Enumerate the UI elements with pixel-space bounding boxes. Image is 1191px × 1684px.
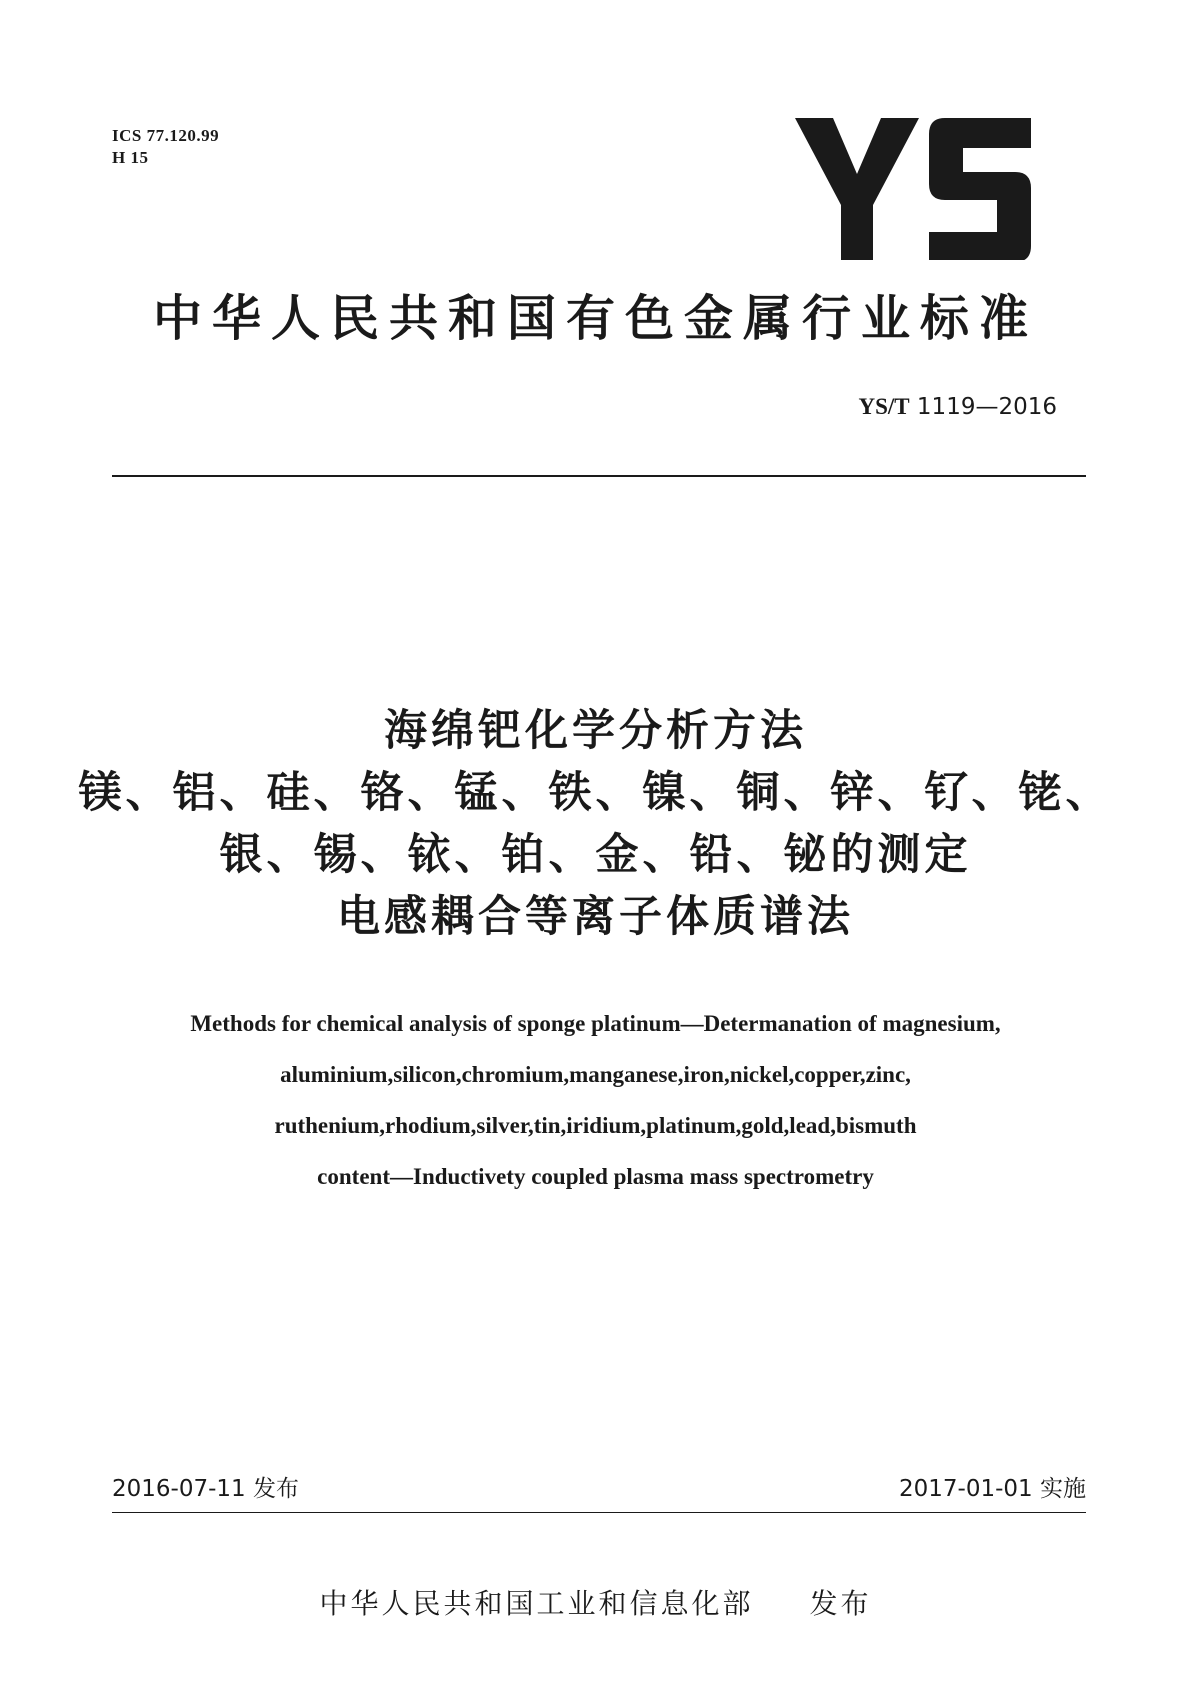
ccs-code: H 15 [112, 148, 149, 167]
chinese-title-line: 镁、铝、硅、铬、锰、铁、镍、铜、锌、钌、铑、 [78, 768, 1113, 818]
english-title-line: ruthenium,rhodium,silver,tin,iridium,platinum,gold,lead,bismuth [274, 1113, 917, 1138]
english-title-line: Methods for chemical analysis of sponge platinum—Determanation of magnesium, [190, 1011, 1001, 1036]
top-divider [112, 475, 1086, 477]
english-title [100, 998, 1091, 1202]
english-title-line: content—Inductivety coupled plasma mass spectrometry [317, 1164, 874, 1189]
standard-prefix: YS/T [858, 394, 910, 419]
standard-code: 1119—2016 [916, 394, 1057, 420]
english-title-line: aluminium,silicon,chromium,manganese,iron,nickel,copper,zinc, [280, 1062, 911, 1087]
standard-number [858, 392, 1057, 422]
classification-codes [112, 125, 219, 169]
ys-logo [795, 100, 1035, 260]
ics-code: ICS 77.120.99 [112, 126, 220, 145]
publisher-line [0, 1586, 1191, 1622]
chinese-title-line: 电感耦合等离子体质谱法 [337, 892, 854, 942]
implementation-date: 2017-01-01 实施 [899, 1476, 1086, 1502]
publisher-name: 中华人民共和国工业和信息化部 [319, 1587, 754, 1620]
chinese-title [60, 700, 1131, 948]
chinese-title-line: 银、锡、铱、铂、金、铅、铋的测定 [219, 830, 972, 880]
publish-action: 发布 [809, 1587, 872, 1620]
logo-letter-s [929, 118, 1031, 260]
logo-letter-y [795, 118, 919, 260]
bottom-divider [112, 1512, 1086, 1513]
issue-date: 2016-07-11 发布 [112, 1476, 299, 1502]
issuing-body-title: 中华人民共和国有色金属行业标准 [152, 290, 1038, 347]
chinese-title-line: 海绵钯化学分析方法 [384, 706, 807, 756]
